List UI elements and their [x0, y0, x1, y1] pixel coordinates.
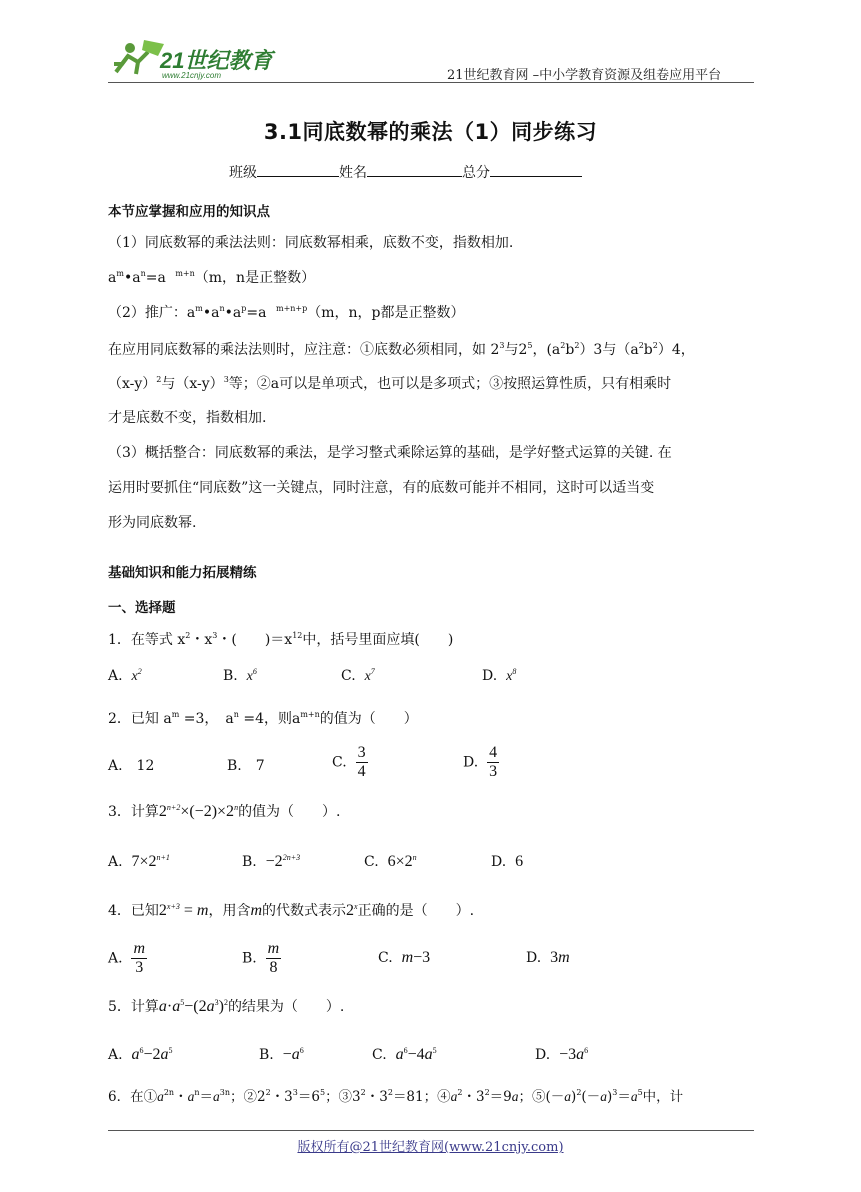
page-title: 3.1同底数幂的乘法（1）同步练习 — [263, 120, 598, 144]
class-blank[interactable] — [257, 162, 339, 177]
rule-formula: $a^m•a^n=a$ $^{m+n}$（m，n是正整数） — [108, 269, 316, 286]
site-logo — [108, 34, 288, 84]
svg-text:21世纪教育: 21世纪教育 — [160, 48, 273, 73]
name-label: 姓名 — [339, 165, 367, 181]
runner-logo-icon — [108, 34, 288, 84]
rule-paragraph: （1）同底数幂的乘法法则：同底数幂相乘，底数不变，指数相加. — [108, 235, 514, 251]
q3-option-b[interactable]: B. $-2^{2n+3}$ — [242, 853, 301, 870]
q3-option-a[interactable]: A. $7\times 2^{n+1}$ — [108, 853, 170, 870]
question-6: 6．在$①a^{2n}$・$a^n=a^{3n}$；$②2^2$・$3^3=6^5$；$③3^2$・$3^2=81$；$④a^2$・$3^2=9a$；$⑤(-a)^2(-a)^3=a^5$中，计 — [108, 1088, 684, 1105]
q2-option-a[interactable]: A. 12 — [108, 758, 155, 774]
site-name: 21世纪教育网 –中小学教育资源及组卷应用平台 — [447, 68, 722, 83]
question-3: 3．计算$2^{n+2}\times(-2)\times 2^n$的值为（ ）. — [108, 803, 341, 820]
score-blank[interactable] — [490, 162, 582, 177]
copyright-link[interactable]: 版权所有@21世纪教育网(www.21cnjy.com) — [297, 1140, 564, 1155]
q1-option-a[interactable]: A. $x^2$ — [108, 667, 142, 684]
question-1: 1．在等式 $x^2$・$x^3$・( )$=x^{12}$中，括号里面应填( ) — [108, 631, 454, 648]
question-5: 5．计算$a\cdot a^5-(2a^3)^2$的结果为（ ）. — [108, 998, 345, 1015]
q2-option-d[interactable]: D. $\frac{4}{3}$ — [463, 744, 498, 780]
header-divider — [108, 82, 754, 83]
q1-option-d[interactable]: D. $x^8$ — [482, 667, 517, 684]
q1-option-c[interactable]: C. $x^7$ — [341, 667, 375, 684]
name-blank[interactable] — [367, 162, 462, 177]
q2-option-b[interactable]: B. 7 — [227, 758, 265, 774]
note-line-1: 在应用同底数幂的乘法法则时，应注意：①底数必须相同，如 $2^3$与$2^5$，$(a^2b^2)3$与$(a^2b^2)4$， — [108, 341, 695, 358]
class-label: 班级 — [229, 165, 257, 181]
q4-option-b[interactable]: B. $\frac{m}{8}$ — [242, 940, 280, 976]
q3-option-d[interactable]: D. 6 — [491, 853, 524, 870]
note-line-3: 才是底数不变，指数相加. — [108, 410, 267, 426]
q4-option-d[interactable]: D. 3m — [526, 949, 570, 966]
summary-line-1: （3）概括整合：同底数幂的乘法，是学习整式乘除运算的基础，是学好整式运算的关键. 在 — [108, 445, 672, 461]
section-choice-heading: 一、选择题 — [108, 600, 176, 616]
summary-line-3: 形为同底数幂. — [108, 515, 197, 531]
footer-divider — [108, 1130, 754, 1131]
q5-option-d[interactable]: D. $-3a^6$ — [535, 1046, 589, 1063]
q5-option-b[interactable]: B. $-a^6$ — [259, 1046, 304, 1063]
q1-option-b[interactable]: B. $x^6$ — [223, 667, 257, 684]
q3-option-c[interactable]: C. $6\times 2^n$ — [364, 853, 417, 870]
score-label: 总分 — [462, 165, 490, 181]
summary-line-2: 运用时要抓住“同底数”这一关键点，同时注意，有的底数可能并不相同，这时可以适当变 — [108, 480, 655, 496]
generalization-formula: （2）推广：$a^m•a^n•a^p=a$ $^{m+n+p}$（m，n，p都是正整数） — [108, 304, 465, 321]
q4-option-a[interactable]: A. $\frac{m}{3}$ — [108, 940, 146, 976]
section-knowledge-heading: 本节应掌握和应用的知识点 — [108, 204, 270, 220]
note-line-2: $(x-y)^2$与$(x-y)^3$等；②a可以是单项式，也可以是多项式；③按照运算性质，只有相乘时 — [108, 375, 672, 392]
q5-option-c[interactable]: C. $a^6-4a^5$ — [372, 1046, 437, 1063]
question-4: 4．已知$2^{x+3} = m$，用含m的代数式表示2$^x$正确的是（ ）. — [108, 902, 475, 919]
q2-option-c[interactable]: C. $\frac{3}{4}$ — [332, 744, 366, 780]
q5-option-a[interactable]: A. $a^6-2a^5$ — [108, 1046, 173, 1063]
q4-option-c[interactable]: C. m−3 — [378, 949, 431, 966]
question-2: 2．已知 $a^m =3$， $a^n =4$，则$a^{m+n}$的值为（ ） — [108, 710, 418, 727]
svg-text:www.21cnjy.com: www.21cnjy.com — [162, 71, 221, 80]
section-practice-heading: 基础知识和能力拓展精练 — [108, 565, 257, 581]
info-line — [229, 162, 582, 183]
